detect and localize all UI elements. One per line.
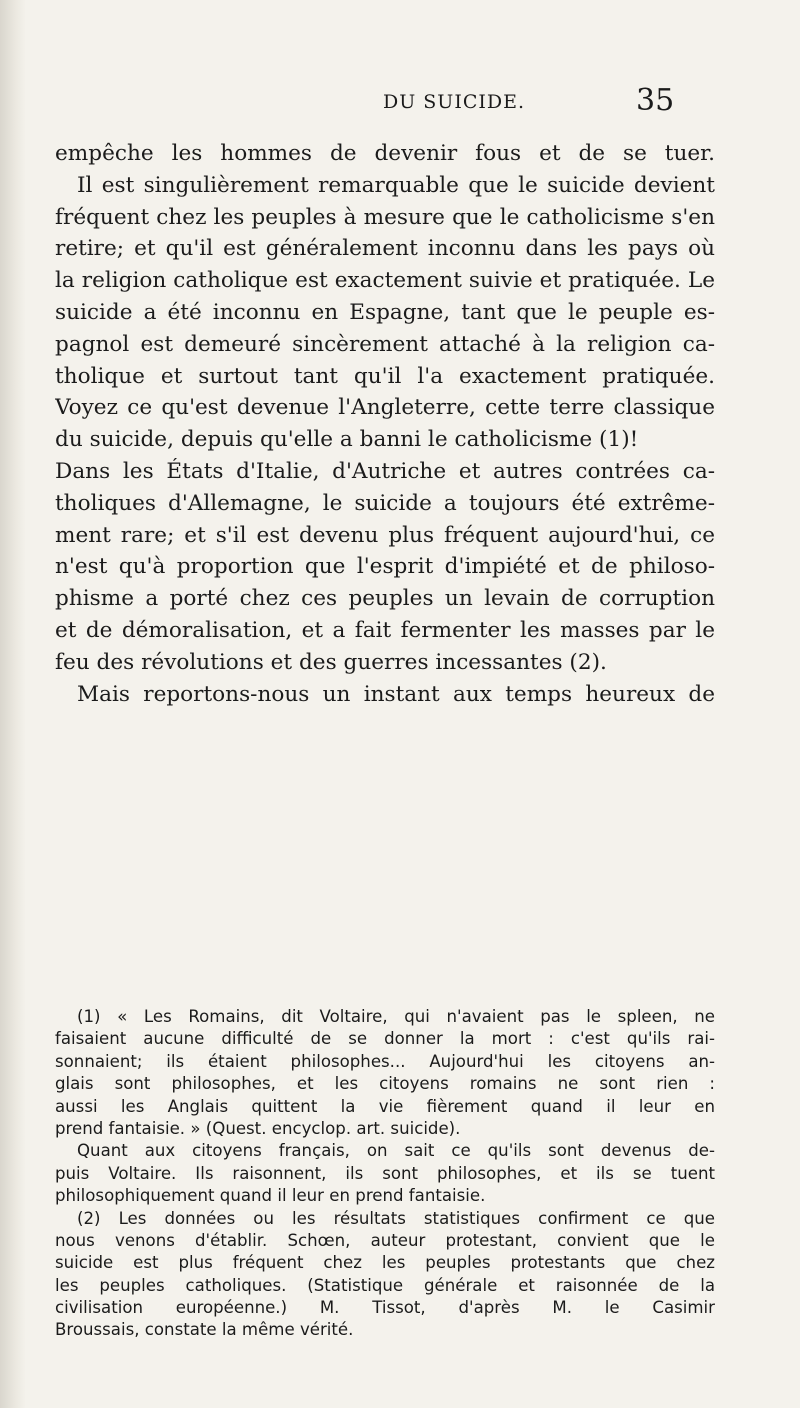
footnote-line: (2) Les données ou les résultats statistiques confirment ce que	[77, 1208, 715, 1228]
text-line: Mais reportons-nous un instant aux temps heureux de	[77, 681, 715, 707]
footnote-line: sonnaient; ils étaient philosophes... Aujourd'hui les citoyens an-	[55, 1051, 715, 1071]
text-line: ment rare; et s'il est devenu plus fréquent aujourd'hui, ce	[55, 522, 715, 548]
text-line: tholiques d'Allemagne, le suicide a toujours été extrême-	[55, 490, 715, 516]
footnote-line: (1) « Les Romains, dit Voltaire, qui n'avaient pas le spleen, ne	[77, 1007, 715, 1026]
text-line: fréquent chez les peuples à mesure que le catholicisme s'en	[55, 204, 715, 230]
main-text	[55, 138, 715, 710]
running-head	[0, 83, 800, 123]
text-line: pagnol est demeuré sincèrement attaché à la religion ca-	[55, 331, 715, 357]
footnote-line: philosophiquement quand il leur en prend fantaisie.	[55, 1186, 486, 1206]
text-line: empêche les hommes de devenir fous et de se tuer.	[55, 141, 715, 166]
footnote-line: suicide est plus fréquent chez les peuples protestants que chez	[55, 1253, 715, 1273]
footnote-line: nous venons d'établir. Schœn, auteur protestant, convient que le	[55, 1230, 715, 1250]
footnote-line: aussi les Anglais quittent la vie fièrement quand il leur en	[55, 1096, 715, 1116]
text-line: retire; et qu'il est généralement inconnu dans les pays où	[55, 236, 715, 262]
text-line: tholique et surtout tant qu'il l'a exactement pratiquée.	[55, 363, 715, 389]
footnote-line: prend fantaisie. » (Quest. encyclop. art. suicide).	[55, 1118, 461, 1138]
text-line: Il est singulièrement remarquable que le suicide devient	[77, 172, 715, 198]
text-line: Dans les États d'Italie, d'Autriche et autres contrées ca-	[55, 458, 715, 484]
footnote-line: Quant aux citoyens français, on sait ce qu'ils sont devenus de-	[77, 1141, 715, 1161]
footnote-line: puis Voltaire. Ils raisonnent, ils sont philosophes, et ils se tuent	[55, 1163, 715, 1183]
page-number: 35	[636, 83, 675, 118]
footnote-line: Broussais, constate la même vérité.	[55, 1320, 354, 1340]
text-line: n'est qu'à proportion que l'esprit d'impiété et de philoso-	[55, 554, 715, 580]
footnote-line: faisaient aucune difficulté de se donner la mort : c'est qu'ils rai-	[55, 1029, 715, 1049]
text-line: la religion catholique est exactement suivie et pratiquée. Le	[55, 268, 715, 294]
text-line: Voyez ce qu'est devenue l'Angleterre, cette terre classique	[55, 395, 715, 421]
page-gutter-shadow	[0, 0, 26, 1408]
text-line: feu des révolutions et des guerres incessantes (2).	[55, 649, 607, 675]
text-line: phisme a porté chez ces peuples un levain de corruption	[55, 586, 715, 612]
footnotes	[55, 1006, 715, 1342]
text-line: suicide a été inconnu en Espagne, tant que le peuple es-	[55, 299, 715, 325]
text-line: et de démoralisation, et a fait fermenter les masses par le	[55, 617, 715, 643]
footnote-line: glais sont philosophes, et les citoyens romains ne sont rien :	[55, 1074, 715, 1094]
footnote-line: les peuples catholiques. (Statistique générale et raisonnée de la	[55, 1275, 715, 1295]
text-line: du suicide, depuis qu'elle a banni le catholicisme (1)!	[55, 427, 639, 453]
footnote-line: civilisation européenne.) M. Tissot, d'après M. le Casimir	[55, 1298, 715, 1318]
running-title: DU SUICIDE.	[383, 91, 526, 113]
